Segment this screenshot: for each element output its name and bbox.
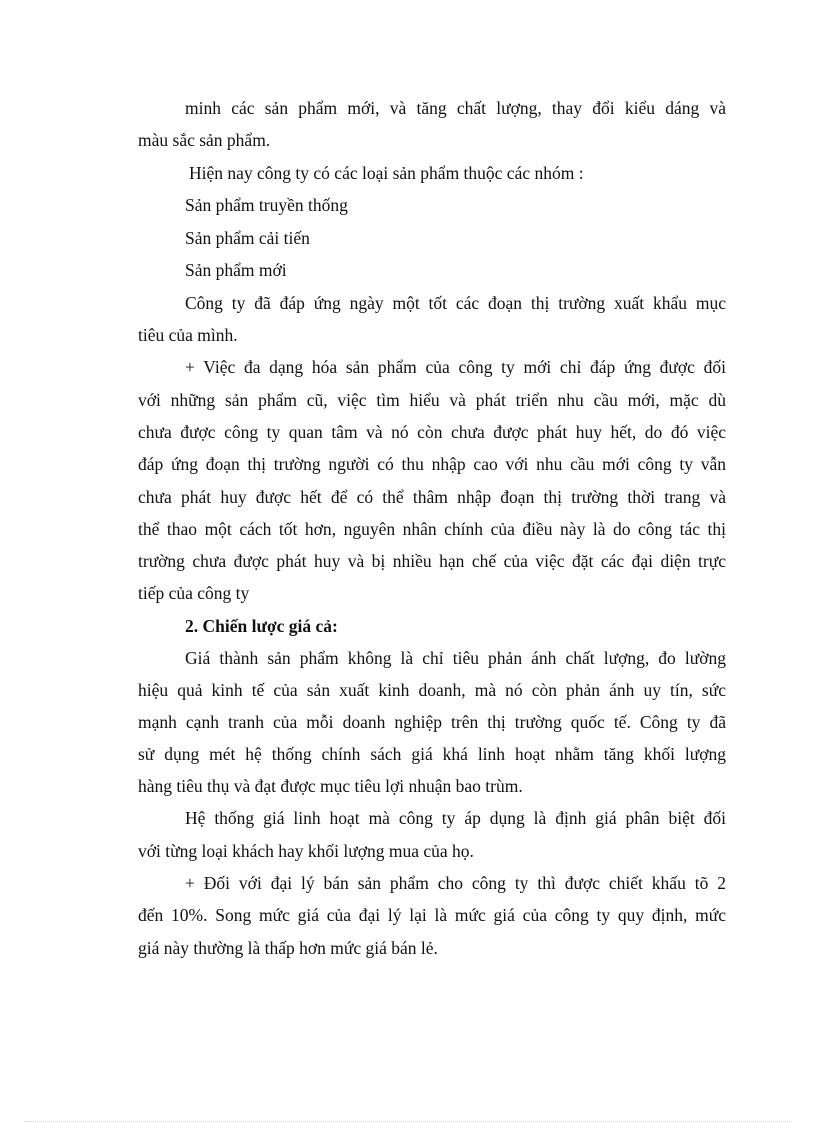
text-line-1: minh các sản phẩm mới, và tăng chất lượng, thay đổi kiểu dáng và bbox=[185, 98, 726, 118]
text-line-22: hàng tiêu thụ và đạt được mục tiêu lợi nhuận bao trùm. bbox=[138, 776, 523, 796]
text-line-13: chưa phát huy được hết để có thể thâm nhập đoạn thị trường thời trang và bbox=[138, 487, 726, 507]
list-item-traditional-products: Sản phẩm truyền thống bbox=[185, 195, 348, 215]
text-line-16: tiếp của công ty bbox=[138, 583, 250, 603]
text-line-14: thể thao một cách tốt hơn, nguyên nhân chính của điều này là do công tác thị bbox=[138, 519, 726, 539]
text-line-20: mạnh cạnh tranh của mỗi doanh nghiệp trên thị trường quốc tế. Công ty đã bbox=[138, 712, 726, 732]
text-line-8: tiêu của mình. bbox=[138, 325, 238, 345]
text-line-2: màu sắc sản phẩm. bbox=[138, 130, 271, 150]
text-line-21: sử dụng mét hệ thống chính sách giá khá linh hoạt nhằm tăng khối lượng bbox=[138, 744, 726, 764]
text-line-12: đáp ứng đoạn thị trường người có thu nhập cao với nhu cầu mới công ty vẫn bbox=[138, 454, 726, 474]
text-line-7: Công ty đã đáp ứng ngày một tốt các đoạn thị trường xuất khẩu mục bbox=[185, 293, 726, 313]
text-line-27: giá này thường là thấp hơn mức giá bán lẻ. bbox=[138, 938, 438, 958]
list-item-improved-products: Sản phẩm cải tiến bbox=[185, 228, 310, 248]
text-line-9: + Việc đa dạng hóa sản phẩm của công ty mới chỉ đáp ứng được đối bbox=[185, 357, 726, 377]
page-bottom-divider bbox=[24, 1121, 792, 1122]
text-line-10: với những sản phẩm cũ, việc tìm hiểu và phát triển nhu cầu mới, mặc dù bbox=[138, 390, 726, 410]
text-line-18: Giá thành sản phẩm không là chỉ tiêu phản ánh chất lượng, đo lường bbox=[185, 648, 726, 668]
list-item-new-products: Sản phẩm mới bbox=[185, 260, 287, 280]
text-line-11: chưa được công ty quan tâm và nó còn chưa được phát huy hết, do đó việc bbox=[138, 422, 726, 442]
text-line-26: đến 10%. Song mức giá của đại lý lại là mức giá của công ty quy định, mức bbox=[138, 905, 726, 925]
text-line-25: + Đối với đại lý bán sản phẩm cho công ty thì được chiết khấu tõ 2 bbox=[185, 873, 726, 893]
text-line-19: hiệu quả kinh tế của sản xuất kinh doanh, mà nó còn phản ánh uy tín, sức bbox=[138, 680, 726, 700]
text-line-24: với từng loại khách hay khối lượng mua của họ. bbox=[138, 841, 474, 861]
text-line-15: trường chưa được phát huy và bị nhiều hạn chế của việc đặt các đại diện trực bbox=[138, 551, 726, 571]
text-line-23: Hệ thống giá linh hoạt mà công ty áp dụng là định giá phân biệt đối bbox=[185, 808, 726, 828]
text-line-3: Hiện nay công ty có các loại sản phẩm thuộc các nhóm : bbox=[189, 163, 584, 183]
section-heading-pricing-strategy: 2. Chiến lược giá cả: bbox=[185, 616, 338, 636]
